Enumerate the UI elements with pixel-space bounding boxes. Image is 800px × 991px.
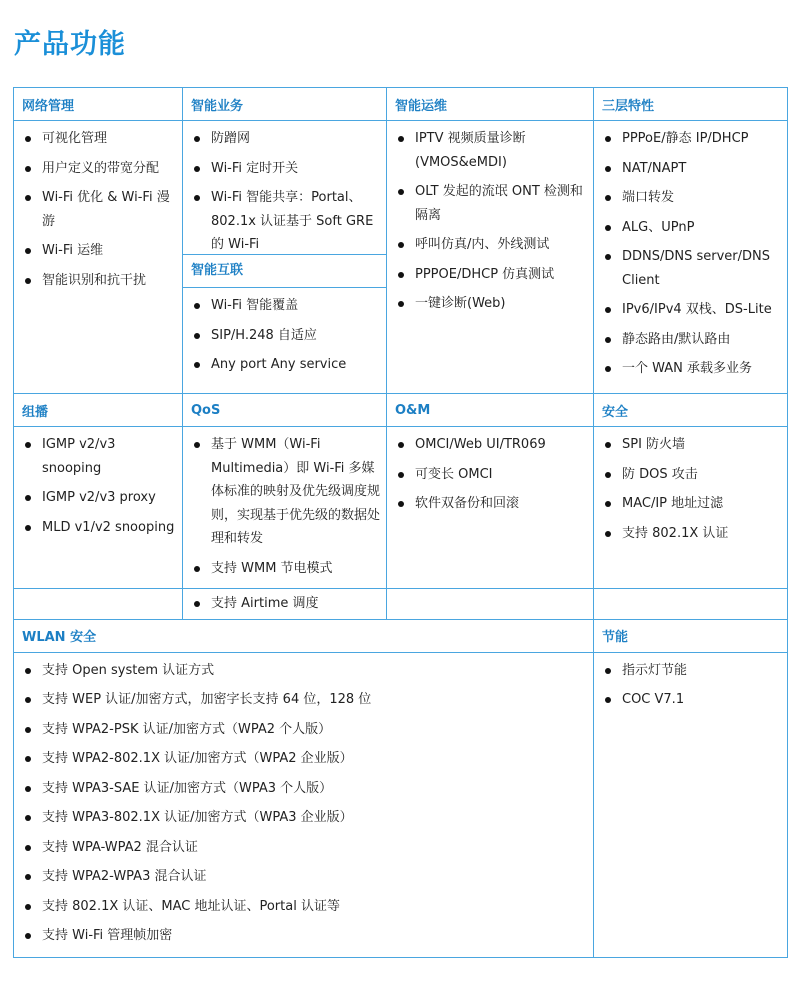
list-item: 支持 WPA2-PSK 认证/加密方式（WPA2 个人版）	[22, 718, 587, 742]
qos-list	[183, 427, 386, 588]
feature-table	[13, 87, 788, 958]
list-item: Wi-Fi 运维	[22, 239, 176, 263]
list-item: 支持 WPA3-802.1X 认证/加密方式（WPA3 企业版）	[22, 806, 587, 830]
list-item: OMCI/Web UI/TR069	[395, 433, 587, 457]
list-item: 端口转发	[602, 186, 781, 210]
om-cell	[387, 427, 594, 589]
smart-connect-header: 智能互联	[183, 254, 386, 288]
energy-list	[594, 653, 787, 720]
list-item: 支持 Airtime 调度	[191, 592, 380, 616]
security-header: 安全	[594, 394, 788, 427]
om-header: O&M	[387, 394, 594, 427]
list-item: IGMP v2/v3 snooping	[22, 433, 176, 480]
om-empty-cell	[387, 589, 594, 620]
wlan-security-cell	[14, 652, 594, 957]
list-item: 支持 WEP 认证/加密方式，加密字长支持 64 位，128 位	[22, 688, 587, 712]
list-item: IPv6/IPv4 双栈、DS-Lite	[602, 298, 781, 322]
list-item: Wi-Fi 优化 & Wi-Fi 漫游	[22, 186, 176, 233]
smart-ops-header: 智能运维	[387, 88, 594, 121]
list-item: NAT/NAPT	[602, 157, 781, 181]
list-item: Any port Any service	[191, 353, 380, 377]
smart-connect-list	[183, 288, 386, 385]
list-item: 软件双备份和回滚	[395, 492, 587, 516]
list-item: 基于 WMM（Wi-Fi Multimedia）即 Wi-Fi 多媒体标准的映射及优先级调度规则，实现基于优先级的数据处理和转发	[191, 433, 380, 551]
wlan-security-header: WLAN 安全	[14, 619, 594, 652]
list-item: MAC/IP 地址过滤	[602, 492, 781, 516]
list-item: 防蹭网	[191, 127, 380, 151]
list-item: 用户定义的带宽分配	[22, 157, 176, 181]
smart-service-cell	[183, 121, 387, 394]
list-item: OLT 发起的流氓 ONT 检测和隔离	[395, 180, 587, 227]
list-item: 静态路由/默认路由	[602, 328, 781, 352]
list-item: 一键诊断(Web)	[395, 292, 587, 316]
qos-cell	[183, 427, 387, 589]
smart-ops-list	[387, 121, 593, 324]
security-cell	[594, 427, 788, 589]
security-list	[594, 427, 787, 553]
list-item: 支持 WPA2-WPA3 混合认证	[22, 865, 587, 889]
qos-extra-cell	[183, 589, 387, 620]
network-cell	[14, 121, 183, 394]
list-item: SIP/H.248 自适应	[191, 324, 380, 348]
multicast-list	[14, 427, 182, 547]
wlan-security-list	[14, 653, 593, 956]
list-item: Wi-Fi 智能覆盖	[191, 294, 380, 318]
list-item: PPPoE/静态 IP/DHCP	[602, 127, 781, 151]
list-item: SPI 防火墙	[602, 433, 781, 457]
list-item: 支持 WPA3-SAE 认证/加密方式（WPA3 个人版）	[22, 777, 587, 801]
list-item: IGMP v2/v3 proxy	[22, 486, 176, 510]
list-item: 可视化管理	[22, 127, 176, 151]
list-item: 呼叫仿真/内、外线测试	[395, 233, 587, 257]
list-item: 智能识别和抗干扰	[22, 269, 176, 293]
list-item: 支持 Wi-Fi 管理帧加密	[22, 924, 587, 948]
list-item: 支持 WPA-WPA2 混合认证	[22, 836, 587, 860]
list-item: 支持 WPA2-802.1X 认证/加密方式（WPA2 企业版）	[22, 747, 587, 771]
multicast-header: 组播	[14, 394, 183, 427]
list-item: COC V7.1	[602, 688, 781, 712]
list-item: PPPOE/DHCP 仿真测试	[395, 263, 587, 287]
list-item: ALG、UPnP	[602, 216, 781, 240]
layer3-list	[594, 121, 787, 389]
layer3-header: 三层特性	[594, 88, 788, 121]
multicast-empty-cell	[14, 589, 183, 620]
list-item: Wi-Fi 智能共享：Portal、802.1x 认证基于 Soft GRE 的 Wi-Fi	[191, 186, 380, 257]
qos-extra-list	[183, 589, 386, 619]
page-title: 产品功能	[14, 29, 126, 60]
network-list	[14, 121, 182, 300]
list-item: IPTV 视频质量诊断 (VMOS&eMDI)	[395, 127, 587, 174]
list-item: 一个 WAN 承载多业务	[602, 357, 781, 381]
smart-ops-cell	[387, 121, 594, 394]
layer3-cell	[594, 121, 788, 394]
energy-header: 节能	[594, 619, 788, 652]
list-item: Wi-Fi 定时开关	[191, 157, 380, 181]
list-item: DDNS/DNS server/DNS Client	[602, 245, 781, 292]
list-item: 支持 Open system 认证方式	[22, 659, 587, 683]
list-item: 可变长 OMCI	[395, 463, 587, 487]
network-header: 网络管理	[14, 88, 183, 121]
list-item: 防 DOS 攻击	[602, 463, 781, 487]
smart-service-list	[183, 121, 386, 254]
om-list	[387, 427, 593, 524]
list-item: 支持 802.1X 认证、MAC 地址认证、Portal 认证等	[22, 895, 587, 919]
multicast-cell	[14, 427, 183, 589]
list-item: MLD v1/v2 snooping	[22, 516, 176, 540]
list-item: 指示灯节能	[602, 659, 781, 683]
qos-header: QoS	[183, 394, 387, 427]
smart-service-header: 智能业务	[183, 88, 387, 121]
list-item: 支持 802.1X 认证	[602, 522, 781, 546]
security-empty-cell	[594, 589, 788, 620]
list-item: 支持 WMM 节电模式	[191, 557, 380, 581]
energy-cell	[594, 652, 788, 957]
